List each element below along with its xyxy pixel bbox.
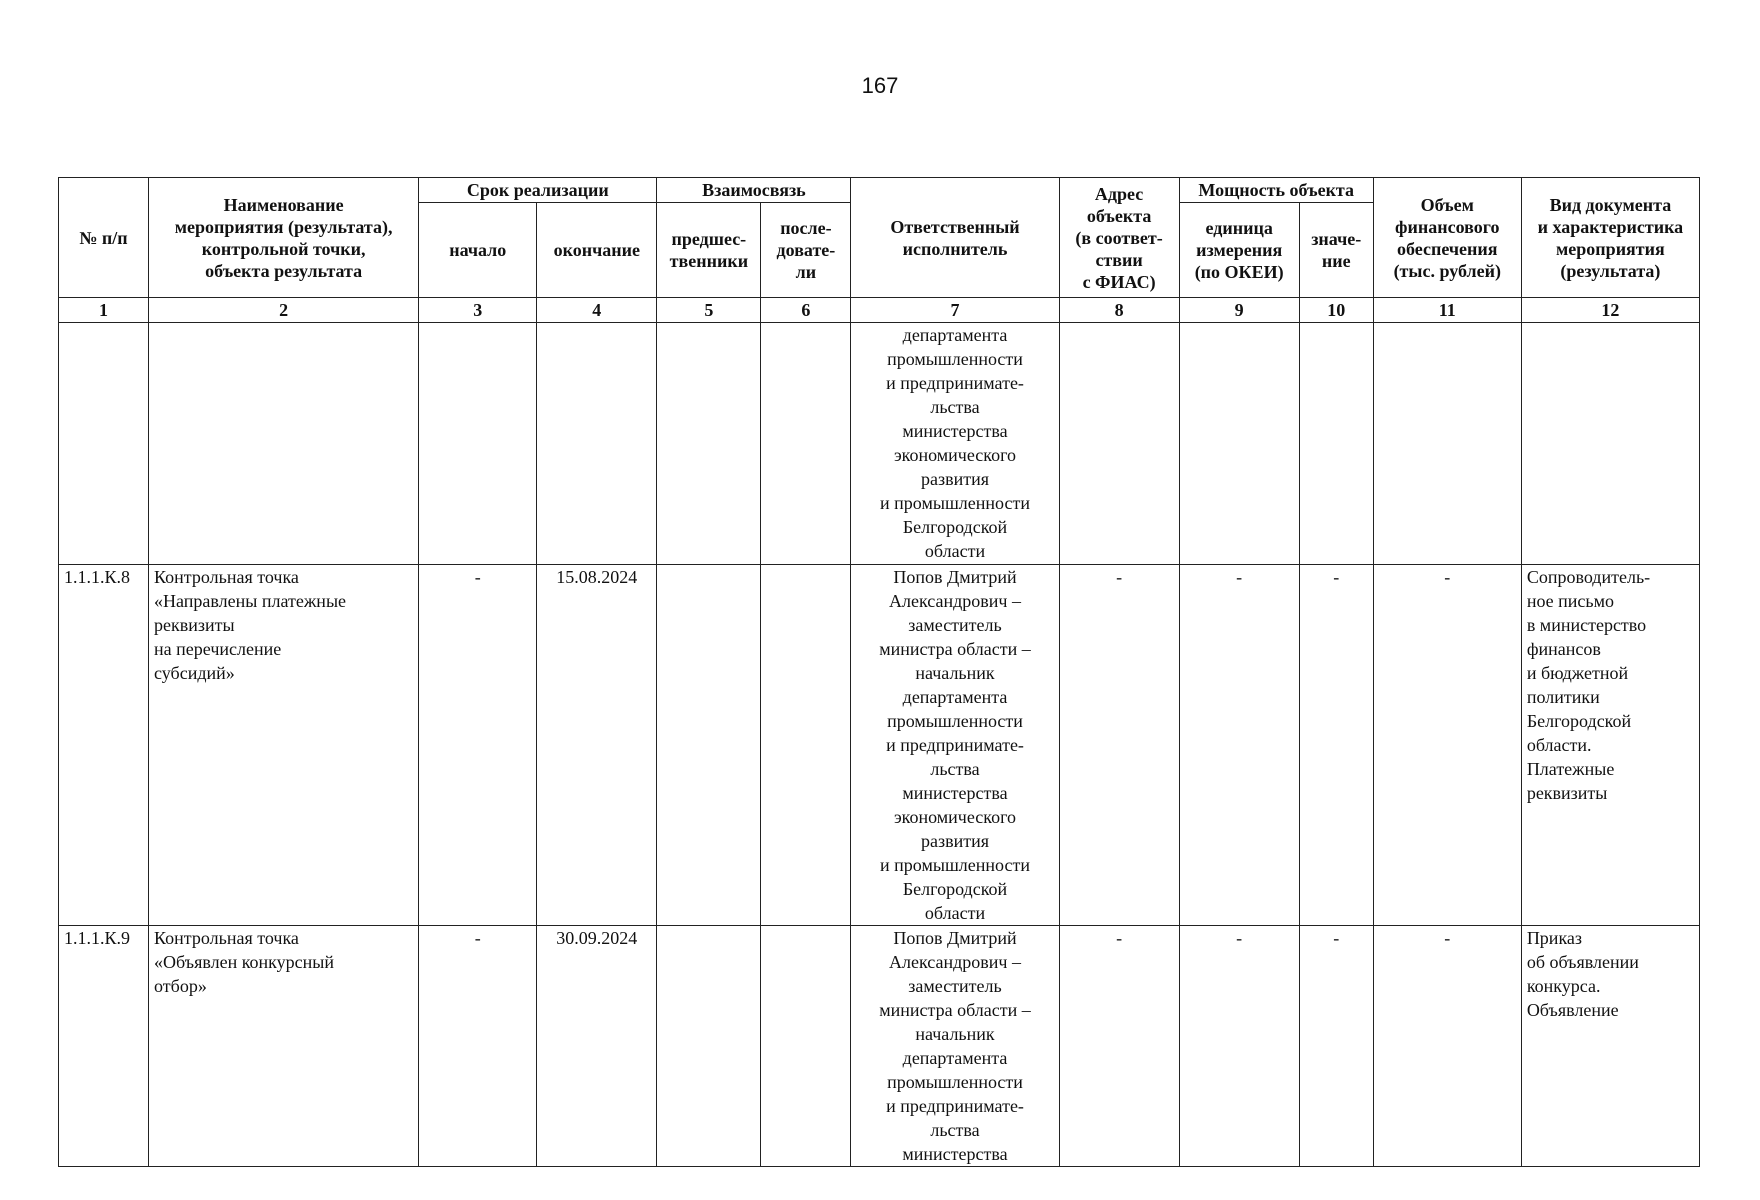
column-number: 12: [1521, 298, 1699, 323]
cell-predecessors: [657, 323, 761, 565]
header-finance: [1373, 178, 1521, 298]
cell-name: [149, 926, 419, 1167]
text-line: довате-: [776, 240, 836, 260]
text-line: субсидий»: [154, 663, 235, 683]
text-line: (по ОКЕИ): [1194, 262, 1284, 282]
text-line: реквизиты: [154, 615, 235, 635]
header-name: [149, 178, 419, 298]
text-line: твенники: [669, 251, 749, 271]
text-line: измерения: [1196, 240, 1283, 260]
text-line: заместитель: [908, 615, 1002, 635]
text-line: промышленности: [887, 711, 1023, 731]
header-number: № п/п: [59, 178, 149, 298]
column-number: 10: [1299, 298, 1373, 323]
header-capacity-group: Мощность объекта: [1179, 178, 1373, 203]
cell-unit: -: [1179, 565, 1299, 926]
text-line: Попов Дмитрий: [893, 567, 1017, 587]
text-line: предшес-: [671, 229, 747, 249]
column-number: 6: [761, 298, 851, 323]
text-line: контрольной точки,: [201, 238, 366, 259]
text-line: Ответственный: [890, 216, 1020, 237]
header-predecessors: [657, 203, 761, 298]
cell-predecessors: [657, 565, 761, 926]
text-line: льства: [930, 397, 980, 417]
text-line: (результата): [1560, 260, 1661, 281]
text-line: Вид документа: [1549, 194, 1672, 215]
text-line: Адрес: [1094, 183, 1144, 204]
text-line: Попов Дмитрий: [893, 928, 1017, 948]
column-number: 8: [1059, 298, 1179, 323]
column-number: 2: [149, 298, 419, 323]
text-line: министра области –: [879, 639, 1031, 659]
text-line: с ФИАС): [1082, 271, 1156, 292]
header-link-group: Взаимосвязь: [657, 178, 851, 203]
cell-end: 30.09.2024: [537, 926, 657, 1167]
text-line: ние: [1321, 251, 1351, 271]
text-line: Объявление: [1526, 1000, 1619, 1020]
text-line: Платежные: [1526, 759, 1615, 779]
text-line: департамента: [902, 1048, 1008, 1068]
text-line: ное письмо: [1526, 591, 1615, 611]
cell-value: -: [1299, 565, 1373, 926]
cell-document: [1521, 926, 1699, 1167]
column-number: 7: [851, 298, 1059, 323]
text-line: Александрович –: [889, 591, 1021, 611]
text-line: Белгородской: [902, 517, 1008, 537]
column-number: 11: [1373, 298, 1521, 323]
text-line: после-: [780, 218, 832, 238]
text-line: области: [924, 541, 986, 561]
cell-successors: [761, 926, 851, 1167]
text-line: Сопроводитель-: [1526, 567, 1651, 587]
cell-address: -: [1059, 926, 1179, 1167]
text-line: (тыс. рублей): [1393, 260, 1501, 281]
text-line: министерства: [902, 783, 1008, 803]
text-line: Александрович –: [889, 952, 1021, 972]
cell-name: [149, 565, 419, 926]
text-line: Объем: [1420, 194, 1474, 215]
text-line: объекта результата: [205, 260, 363, 281]
table-row: [59, 926, 1700, 1167]
text-line: в министерство: [1526, 615, 1647, 635]
text-line: и промышленности: [880, 855, 1030, 875]
text-line: ли: [795, 262, 817, 282]
cell-address: [1059, 323, 1179, 565]
cell-code: 1.1.1.К.9: [59, 926, 149, 1167]
text-line: развития: [921, 469, 990, 489]
text-line: мероприятия (результата),: [174, 216, 393, 237]
text-line: министра области –: [879, 1000, 1031, 1020]
text-line: Наименование: [223, 194, 344, 215]
cell-successors: [761, 565, 851, 926]
text-line: начальник: [915, 1024, 995, 1044]
cell-successors: [761, 323, 851, 565]
cell-start: -: [419, 565, 537, 926]
header-responsible: [851, 178, 1059, 298]
cell-predecessors: [657, 926, 761, 1167]
text-line: департамента: [902, 687, 1008, 707]
text-line: конкурса.: [1526, 976, 1601, 996]
text-line: начальник: [915, 663, 995, 683]
text-line: министерства: [902, 421, 1008, 441]
text-line: и характеристика: [1537, 216, 1684, 237]
header-deadline-group: Срок реализации: [419, 178, 657, 203]
text-line: департамента: [902, 325, 1008, 345]
text-line: промышленности: [887, 349, 1023, 369]
text-line: промышленности: [887, 1072, 1023, 1092]
text-line: Приказ: [1526, 928, 1583, 948]
text-line: «Объявлен конкурсный: [154, 952, 335, 972]
cell-value: -: [1299, 926, 1373, 1167]
column-number: 4: [537, 298, 657, 323]
column-number: 5: [657, 298, 761, 323]
cell-start: [419, 323, 537, 565]
cell-document: [1521, 565, 1699, 926]
text-line: (в соответ-: [1075, 227, 1163, 248]
text-line: политики: [1526, 687, 1600, 707]
text-line: и бюджетной: [1526, 663, 1629, 683]
text-line: на перечисление: [154, 639, 282, 659]
text-line: министерства: [902, 1144, 1008, 1164]
header-end: окончание: [537, 203, 657, 298]
column-number: 1: [59, 298, 149, 323]
text-line: об объявлении: [1526, 952, 1639, 972]
text-line: мероприятия: [1556, 238, 1665, 259]
text-line: значе-: [1311, 229, 1362, 249]
text-line: льства: [930, 1120, 980, 1140]
cell-document: [1521, 323, 1699, 565]
cell-name: [149, 323, 419, 565]
header-successors: [761, 203, 851, 298]
cell-responsible: [851, 323, 1059, 565]
text-line: Контрольная точка: [154, 928, 299, 948]
text-line: экономического: [893, 807, 1017, 827]
header-document: [1521, 178, 1699, 298]
text-line: объекта: [1086, 205, 1152, 226]
column-number: 9: [1179, 298, 1299, 323]
text-line: исполнитель: [902, 238, 1008, 259]
cell-responsible: [851, 926, 1059, 1167]
text-line: области: [924, 903, 986, 923]
table-row: [59, 323, 1700, 565]
cell-end: 15.08.2024: [537, 565, 657, 926]
text-line: области.: [1526, 735, 1592, 755]
activity-plan-table: [58, 177, 1700, 1167]
text-line: и промышленности: [880, 493, 1030, 513]
text-line: реквизиты: [1526, 783, 1608, 803]
cell-unit: -: [1179, 926, 1299, 1167]
column-number: 3: [419, 298, 537, 323]
cell-code: 1.1.1.К.8: [59, 565, 149, 926]
text-line: и предпринимате-: [886, 373, 1024, 393]
cell-finance: -: [1373, 926, 1521, 1167]
table-row: [59, 565, 1700, 926]
text-line: льства: [930, 759, 980, 779]
cell-responsible: [851, 565, 1059, 926]
header-value: [1299, 203, 1373, 298]
text-line: развития: [921, 831, 990, 851]
text-line: и предпринимате-: [886, 1096, 1024, 1116]
cell-end: [537, 323, 657, 565]
text-line: финансового: [1395, 216, 1500, 237]
text-line: обеспечения: [1397, 238, 1498, 259]
page-number: 167: [861, 73, 899, 98]
text-line: Белгородской: [902, 879, 1008, 899]
cell-address: -: [1059, 565, 1179, 926]
cell-finance: -: [1373, 565, 1521, 926]
text-line: и предпринимате-: [886, 735, 1024, 755]
text-line: заместитель: [908, 976, 1002, 996]
text-line: экономического: [893, 445, 1017, 465]
cell-unit: [1179, 323, 1299, 565]
header-address: [1059, 178, 1179, 298]
text-line: финансов: [1526, 639, 1601, 659]
text-line: Белгородской: [1526, 711, 1632, 731]
header-unit: [1179, 203, 1299, 298]
header-start: начало: [419, 203, 537, 298]
text-line: единица: [1205, 218, 1273, 238]
text-line: «Направлены платежные: [154, 591, 347, 611]
cell-finance: [1373, 323, 1521, 565]
text-line: Контрольная точка: [154, 567, 299, 587]
cell-start: -: [419, 926, 537, 1167]
text-line: отбор»: [154, 976, 207, 996]
cell-value: [1299, 323, 1373, 565]
text-line: ствии: [1095, 249, 1143, 270]
cell-code: [59, 323, 149, 565]
